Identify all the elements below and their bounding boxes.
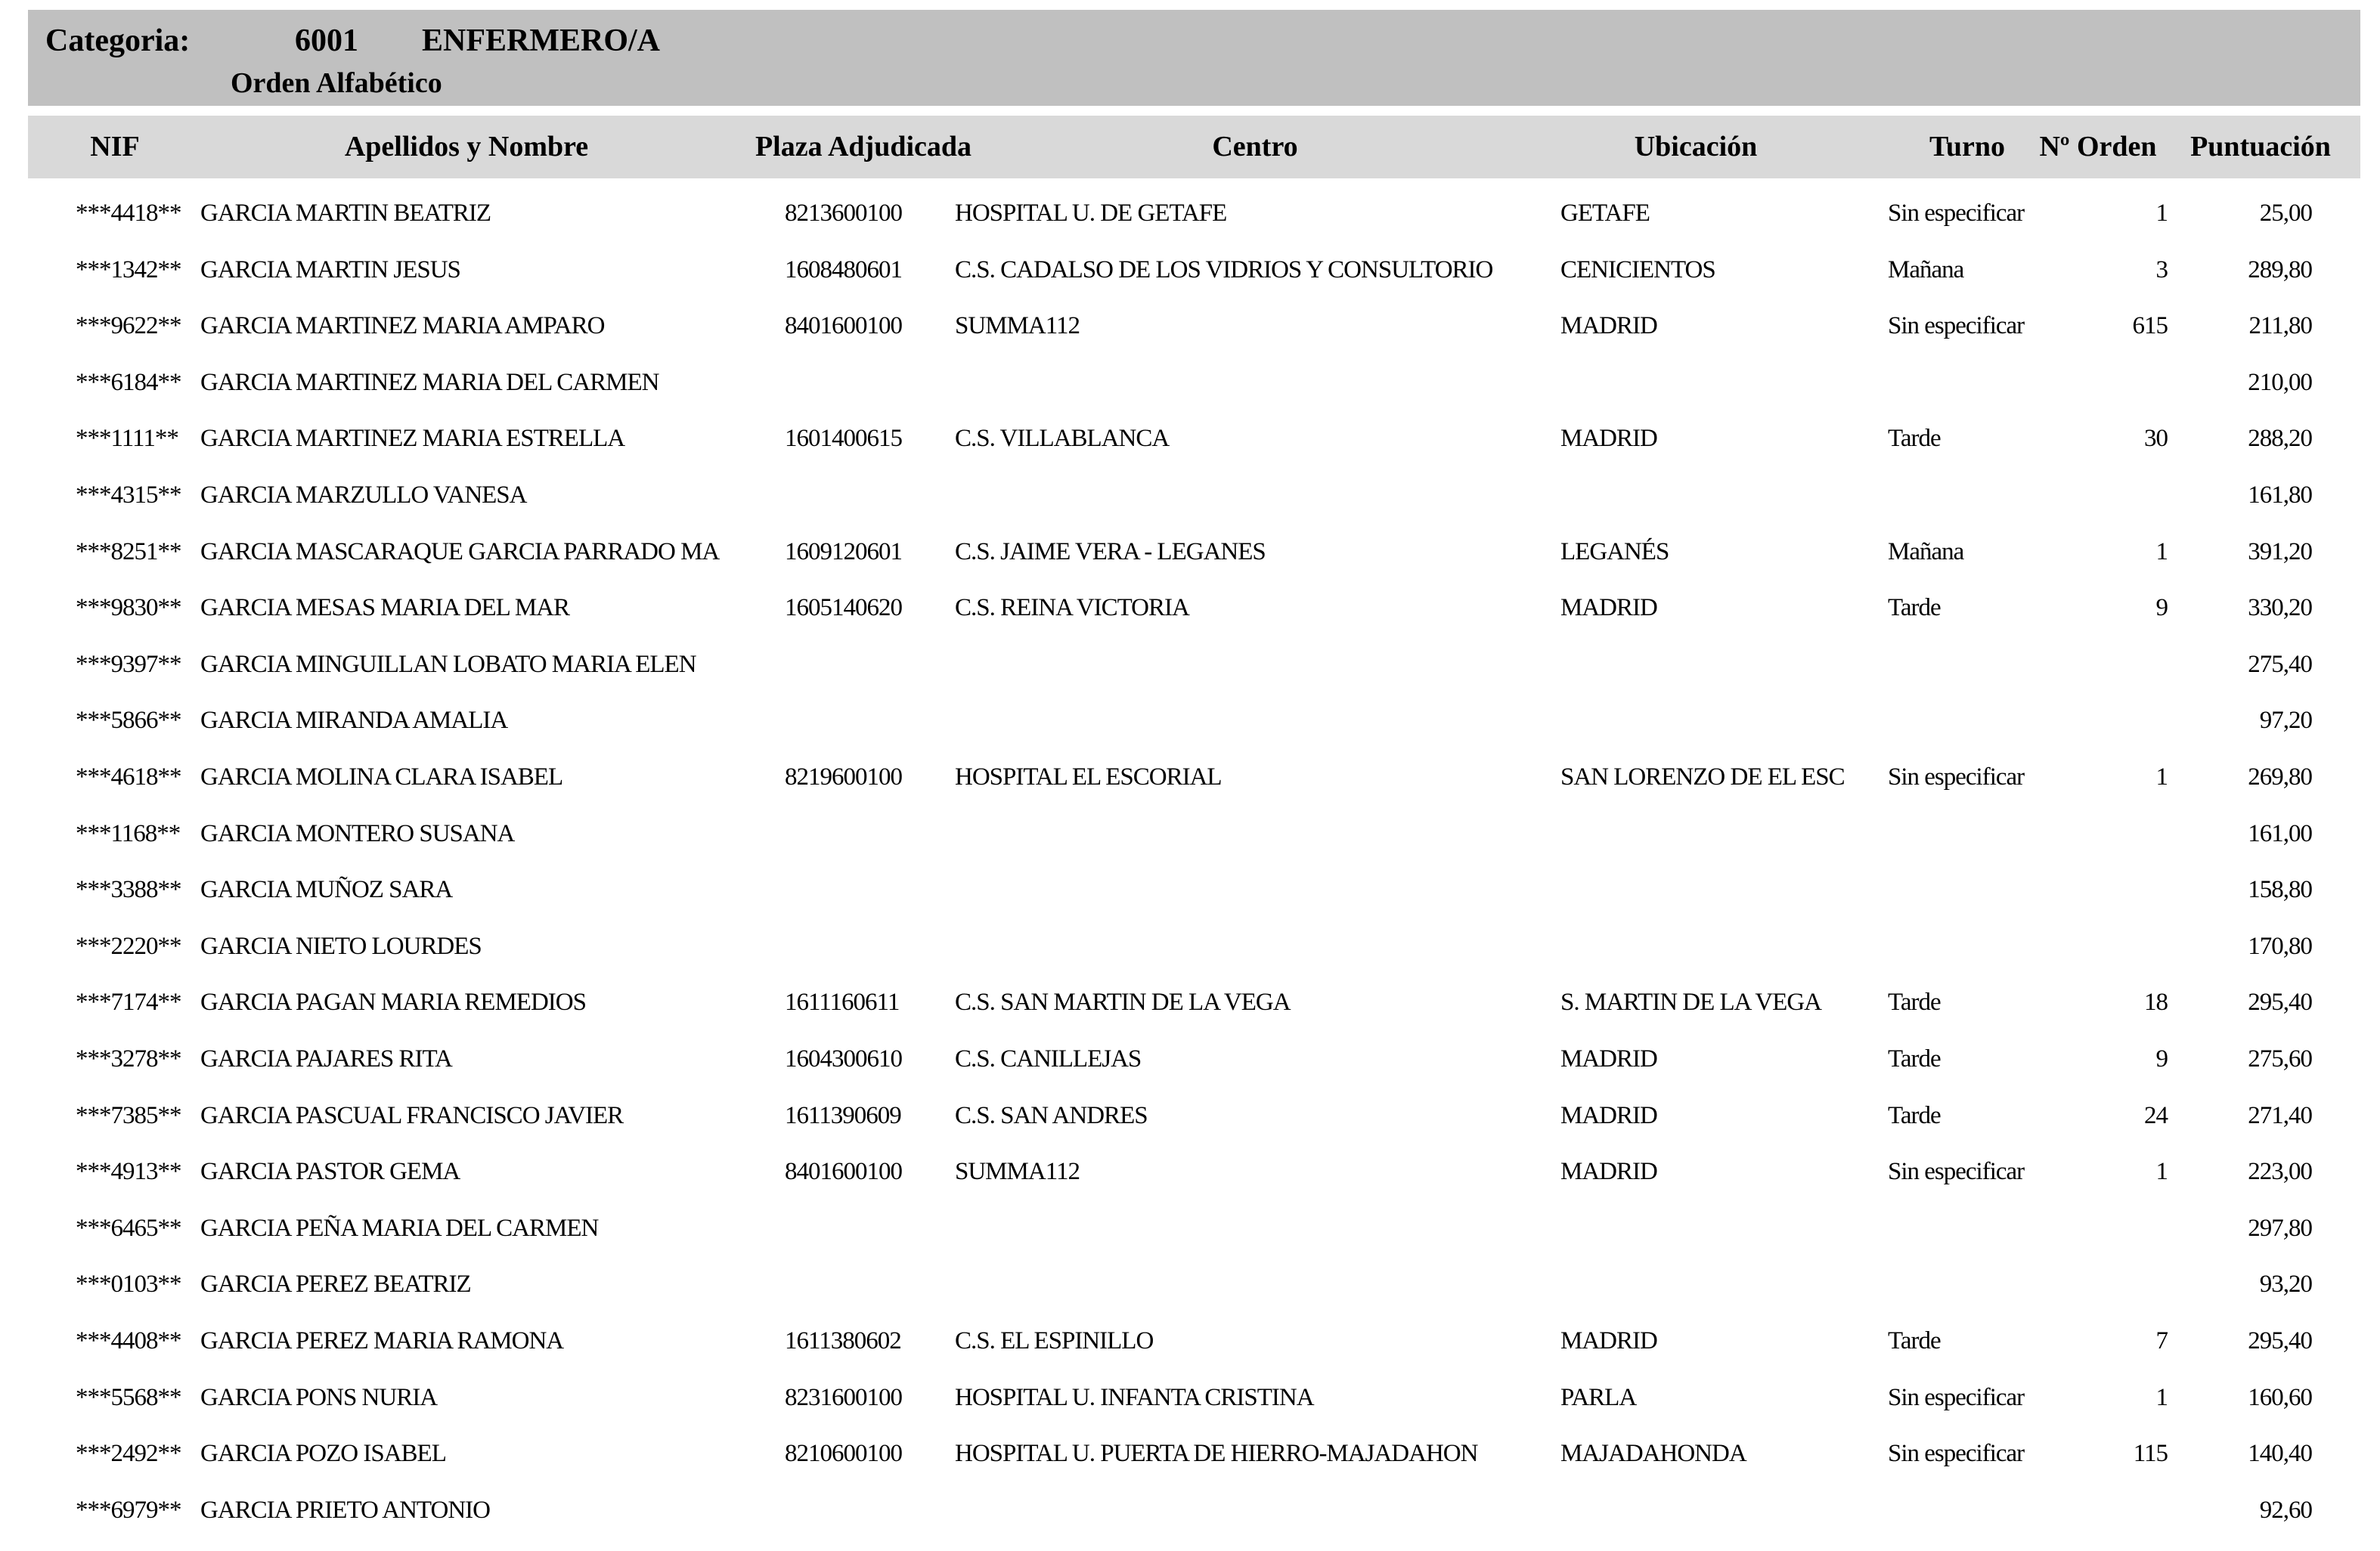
cell-puntuacion: 295,40 bbox=[2248, 989, 2312, 1017]
cell-puntuacion: 297,80 bbox=[2248, 1214, 2312, 1242]
cell-turno: Sin especificar bbox=[1888, 200, 2025, 227]
cell-plaza: 1608480601 bbox=[785, 255, 902, 283]
cell-nombre: GARCIA NIETO LOURDES bbox=[200, 932, 482, 960]
cell-orden bbox=[2011, 354, 2168, 410]
cell-centro: C.S. CANILLEJAS bbox=[955, 1045, 1142, 1073]
cell-nif: ***6465** bbox=[76, 1214, 181, 1242]
cell-orden: 1 bbox=[2155, 200, 2168, 227]
cell-nif: ***3278** bbox=[76, 1045, 181, 1073]
cell-plaza: 1611160611 bbox=[785, 989, 900, 1017]
cell-nif: ***9622** bbox=[76, 312, 181, 340]
cell-puntuacion: 161,00 bbox=[2248, 819, 2312, 847]
cell-turno: Mañana bbox=[1888, 537, 1964, 565]
category-code: 6001 bbox=[295, 23, 358, 58]
table-row bbox=[0, 862, 2380, 918]
cell-nif: ***1168** bbox=[76, 819, 181, 847]
table-row bbox=[0, 1088, 2380, 1144]
table-header-band bbox=[28, 116, 2360, 178]
cell-plaza: 1611390609 bbox=[785, 1101, 901, 1129]
table-row bbox=[0, 918, 2380, 974]
cell-puntuacion: 288,20 bbox=[2248, 425, 2312, 453]
cell-ubicacion: MADRID bbox=[1560, 1045, 1657, 1073]
cell-orden bbox=[2011, 636, 2168, 692]
cell-ubicacion: S. MARTIN DE LA VEGA bbox=[1560, 989, 1821, 1017]
cell-nombre: GARCIA MUÑOZ SARA bbox=[200, 876, 453, 904]
cell-puntuacion: 211,80 bbox=[2248, 312, 2312, 340]
cell-nombre: GARCIA MASCARAQUE GARCIA PARRADO MA bbox=[200, 537, 720, 565]
cell-centro: SUMMA112 bbox=[955, 312, 1080, 340]
table-row bbox=[0, 410, 2380, 466]
cell-puntuacion: 271,40 bbox=[2248, 1101, 2312, 1129]
table-row bbox=[0, 354, 2380, 410]
cell-puntuacion: 170,80 bbox=[2248, 932, 2312, 960]
cell-orden: 1 bbox=[2155, 1158, 2168, 1186]
column-header-apellidos-nombre: Apellidos y Nombre bbox=[344, 131, 589, 163]
cell-turno: Sin especificar bbox=[1888, 312, 2025, 340]
cell-ubicacion: MADRID bbox=[1560, 1101, 1657, 1129]
cell-plaza: 1605140620 bbox=[785, 594, 902, 622]
table-row bbox=[0, 636, 2380, 692]
cell-centro: HOSPITAL U. PUERTA DE HIERRO-MAJADAHON bbox=[955, 1440, 1478, 1468]
cell-nif: ***7174** bbox=[76, 989, 181, 1017]
cell-nif: ***9830** bbox=[76, 594, 181, 622]
cell-puntuacion: 160,60 bbox=[2248, 1383, 2312, 1411]
cell-orden bbox=[2011, 862, 2168, 918]
cell-nif: ***4913** bbox=[76, 1158, 181, 1186]
sort-order-label: Orden Alfabético bbox=[231, 67, 442, 99]
cell-centro: C.S. SAN MARTIN DE LA VEGA bbox=[955, 989, 1291, 1017]
cell-nombre: GARCIA MOLINA CLARA ISABEL bbox=[200, 763, 563, 791]
cell-plaza: 8401600100 bbox=[785, 312, 902, 340]
cell-turno: Sin especificar bbox=[1888, 1158, 2025, 1186]
cell-orden: 9 bbox=[2155, 1045, 2168, 1073]
cell-orden bbox=[2011, 806, 2168, 862]
column-header-puntuacion: Puntuación bbox=[2190, 131, 2331, 163]
category-label: Categoria: bbox=[45, 23, 191, 58]
cell-turno: Sin especificar bbox=[1888, 1383, 2025, 1411]
cell-turno: Sin especificar bbox=[1888, 1440, 2025, 1468]
cell-turno: Mañana bbox=[1888, 255, 1964, 283]
cell-nombre: GARCIA PEREZ BEATRIZ bbox=[200, 1271, 471, 1299]
column-header-plaza-adjudicada: Plaza Adjudicada bbox=[755, 131, 972, 163]
cell-ubicacion: GETAFE bbox=[1560, 200, 1650, 227]
cell-nombre: GARCIA MESAS MARIA DEL MAR bbox=[200, 594, 570, 622]
cell-puntuacion: 275,60 bbox=[2248, 1045, 2312, 1073]
cell-plaza: 8210600100 bbox=[785, 1440, 902, 1468]
table-row bbox=[0, 185, 2380, 241]
cell-nif: ***9397** bbox=[76, 650, 181, 678]
cell-plaza: 8213600100 bbox=[785, 200, 902, 227]
cell-nif: ***4408** bbox=[76, 1327, 181, 1354]
cell-plaza: 1604300610 bbox=[785, 1045, 902, 1073]
cell-nombre: GARCIA PONS NURIA bbox=[200, 1383, 438, 1411]
cell-puntuacion: 140,40 bbox=[2248, 1440, 2312, 1468]
cell-puntuacion: 330,20 bbox=[2248, 594, 2312, 622]
cell-nombre: GARCIA MARTINEZ MARIA DEL CARMEN bbox=[200, 368, 659, 396]
cell-puntuacion: 158,80 bbox=[2248, 876, 2312, 904]
cell-nombre: GARCIA PEÑA MARIA DEL CARMEN bbox=[200, 1214, 599, 1242]
cell-nif: ***0103** bbox=[76, 1271, 181, 1299]
table-row bbox=[0, 467, 2380, 523]
cell-ubicacion: MADRID bbox=[1560, 425, 1657, 453]
cell-orden bbox=[2011, 1482, 2168, 1538]
cell-nif: ***4315** bbox=[76, 481, 181, 509]
table-row bbox=[0, 524, 2380, 580]
cell-orden: 1 bbox=[2155, 763, 2168, 791]
cell-orden bbox=[2011, 918, 2168, 974]
cell-nombre: GARCIA PASCUAL FRANCISCO JAVIER bbox=[200, 1101, 624, 1129]
cell-plaza: 8231600100 bbox=[785, 1383, 902, 1411]
cell-puntuacion: 269,80 bbox=[2248, 763, 2312, 791]
column-header-centro: Centro bbox=[1212, 131, 1298, 163]
cell-ubicacion: CENICIENTOS bbox=[1560, 255, 1715, 283]
cell-nif: ***7385** bbox=[76, 1101, 181, 1129]
cell-orden: 115 bbox=[2133, 1440, 2168, 1468]
cell-ubicacion: MADRID bbox=[1560, 1158, 1657, 1186]
table-row bbox=[0, 692, 2380, 748]
cell-puntuacion: 275,40 bbox=[2248, 650, 2312, 678]
cell-nombre: GARCIA PAJARES RITA bbox=[200, 1045, 452, 1073]
cell-nombre: GARCIA MINGUILLAN LOBATO MARIA ELEN bbox=[200, 650, 696, 678]
cell-nif: ***1111** bbox=[76, 425, 178, 453]
cell-nombre: GARCIA MONTERO SUSANA bbox=[200, 819, 515, 847]
cell-plaza: 1609120601 bbox=[785, 537, 902, 565]
cell-centro: HOSPITAL U. DE GETAFE bbox=[955, 200, 1227, 227]
cell-puntuacion: 93,20 bbox=[2259, 1271, 2312, 1299]
table-row bbox=[0, 1031, 2380, 1087]
table-row bbox=[0, 1370, 2380, 1426]
cell-nif: ***3388** bbox=[76, 876, 181, 904]
table-row bbox=[0, 1200, 2380, 1256]
table-row bbox=[0, 1426, 2380, 1481]
cell-nif: ***8251** bbox=[76, 537, 181, 565]
cell-orden bbox=[2011, 467, 2168, 523]
cell-puntuacion: 223,00 bbox=[2248, 1158, 2312, 1186]
cell-plaza: 1601400615 bbox=[785, 425, 902, 453]
cell-nif: ***4418** bbox=[76, 200, 181, 227]
table-row bbox=[0, 749, 2380, 805]
cell-plaza: 8219600100 bbox=[785, 763, 902, 791]
cell-nombre: GARCIA MARTIN BEATRIZ bbox=[200, 200, 491, 227]
column-header-ubicacion: Ubicación bbox=[1634, 131, 1758, 163]
cell-centro: C.S. VILLABLANCA bbox=[955, 425, 1170, 453]
cell-orden: 1 bbox=[2155, 1383, 2168, 1411]
column-header-nif: NIF bbox=[90, 131, 140, 163]
cell-nombre: GARCIA MARZULLO VANESA bbox=[200, 481, 527, 509]
cell-centro: HOSPITAL U. INFANTA CRISTINA bbox=[955, 1383, 1314, 1411]
cell-nombre: GARCIA PEREZ MARIA RAMONA bbox=[200, 1327, 564, 1354]
cell-ubicacion: MADRID bbox=[1560, 312, 1657, 340]
cell-orden: 7 bbox=[2155, 1327, 2168, 1354]
cell-turno: Tarde bbox=[1888, 1101, 1941, 1129]
cell-nombre: GARCIA POZO ISABEL bbox=[200, 1440, 446, 1468]
cell-turno: Tarde bbox=[1888, 425, 1941, 453]
cell-centro: HOSPITAL EL ESCORIAL bbox=[955, 763, 1222, 791]
cell-orden: 18 bbox=[2144, 989, 2168, 1017]
cell-nombre: GARCIA PAGAN MARIA REMEDIOS bbox=[200, 989, 586, 1017]
table-row bbox=[0, 1256, 2380, 1312]
column-header-num-orden: Nº Orden bbox=[2039, 131, 2157, 163]
cell-turno: Tarde bbox=[1888, 1327, 1941, 1354]
table-row bbox=[0, 806, 2380, 862]
cell-puntuacion: 391,20 bbox=[2248, 537, 2312, 565]
cell-nif: ***4618** bbox=[76, 763, 181, 791]
cell-ubicacion: MADRID bbox=[1560, 1327, 1657, 1354]
cell-ubicacion: MADRID bbox=[1560, 594, 1657, 622]
table-row bbox=[0, 1482, 2380, 1538]
cell-ubicacion: LEGANÉS bbox=[1560, 537, 1669, 565]
cell-centro: C.S. SAN ANDRES bbox=[955, 1101, 1148, 1129]
cell-nif: ***1342** bbox=[76, 255, 181, 283]
column-header-turno: Turno bbox=[1929, 131, 2005, 163]
cell-nif: ***2220** bbox=[76, 932, 181, 960]
cell-nif: ***6979** bbox=[76, 1496, 181, 1524]
cell-ubicacion: MAJADAHONDA bbox=[1560, 1440, 1746, 1468]
table-row bbox=[0, 974, 2380, 1030]
cell-ubicacion: PARLA bbox=[1560, 1383, 1637, 1411]
table-row bbox=[0, 580, 2380, 636]
cell-nombre: GARCIA MIRANDA AMALIA bbox=[200, 707, 508, 735]
cell-orden bbox=[2011, 692, 2168, 748]
cell-puntuacion: 92,60 bbox=[2259, 1496, 2312, 1524]
table-row bbox=[0, 298, 2380, 354]
cell-nif: ***2492** bbox=[76, 1440, 181, 1468]
cell-nombre: GARCIA MARTINEZ MARIA ESTRELLA bbox=[200, 425, 625, 453]
category-header-band bbox=[28, 10, 2360, 106]
cell-turno: Sin especificar bbox=[1888, 763, 2025, 791]
cell-puntuacion: 210,00 bbox=[2248, 368, 2312, 396]
cell-nif: ***5568** bbox=[76, 1383, 181, 1411]
cell-orden bbox=[2011, 1200, 2168, 1256]
cell-orden: 3 bbox=[2155, 255, 2168, 283]
table-row bbox=[0, 242, 2380, 298]
cell-plaza: 1611380602 bbox=[785, 1327, 901, 1354]
cell-plaza: 8401600100 bbox=[785, 1158, 902, 1186]
cell-orden: 30 bbox=[2144, 425, 2168, 453]
cell-nif: ***6184** bbox=[76, 368, 181, 396]
cell-orden: 615 bbox=[2132, 312, 2168, 340]
cell-puntuacion: 161,80 bbox=[2248, 481, 2312, 509]
cell-puntuacion: 25,00 bbox=[2259, 200, 2312, 227]
cell-centro: C.S. REINA VICTORIA bbox=[955, 594, 1189, 622]
cell-orden: 24 bbox=[2144, 1101, 2168, 1129]
cell-nombre: GARCIA PRIETO ANTONIO bbox=[200, 1496, 490, 1524]
cell-nombre: GARCIA MARTINEZ MARIA AMPARO bbox=[200, 312, 605, 340]
cell-turno: Tarde bbox=[1888, 1045, 1941, 1073]
cell-ubicacion: SAN LORENZO DE EL ESC bbox=[1560, 763, 1845, 791]
cell-puntuacion: 295,40 bbox=[2248, 1327, 2312, 1354]
cell-nombre: GARCIA MARTIN JESUS bbox=[200, 255, 460, 283]
cell-orden: 9 bbox=[2155, 594, 2168, 622]
cell-centro: SUMMA112 bbox=[955, 1158, 1080, 1186]
cell-nombre: GARCIA PASTOR GEMA bbox=[200, 1158, 460, 1186]
cell-nif: ***5866** bbox=[76, 707, 181, 735]
table-row bbox=[0, 1144, 2380, 1200]
cell-centro: C.S. EL ESPINILLO bbox=[955, 1327, 1154, 1354]
cell-puntuacion: 289,80 bbox=[2248, 255, 2312, 283]
cell-centro: C.S. CADALSO DE LOS VIDRIOS Y CONSULTORIO bbox=[955, 255, 1493, 283]
cell-orden: 1 bbox=[2155, 537, 2168, 565]
cell-turno: Tarde bbox=[1888, 594, 1941, 622]
cell-orden bbox=[2011, 1256, 2168, 1312]
category-name: ENFERMERO/A bbox=[422, 23, 660, 58]
cell-centro: C.S. JAIME VERA - LEGANES bbox=[955, 537, 1266, 565]
table-row bbox=[0, 1313, 2380, 1369]
cell-puntuacion: 97,20 bbox=[2259, 707, 2312, 735]
cell-turno: Tarde bbox=[1888, 989, 1941, 1017]
